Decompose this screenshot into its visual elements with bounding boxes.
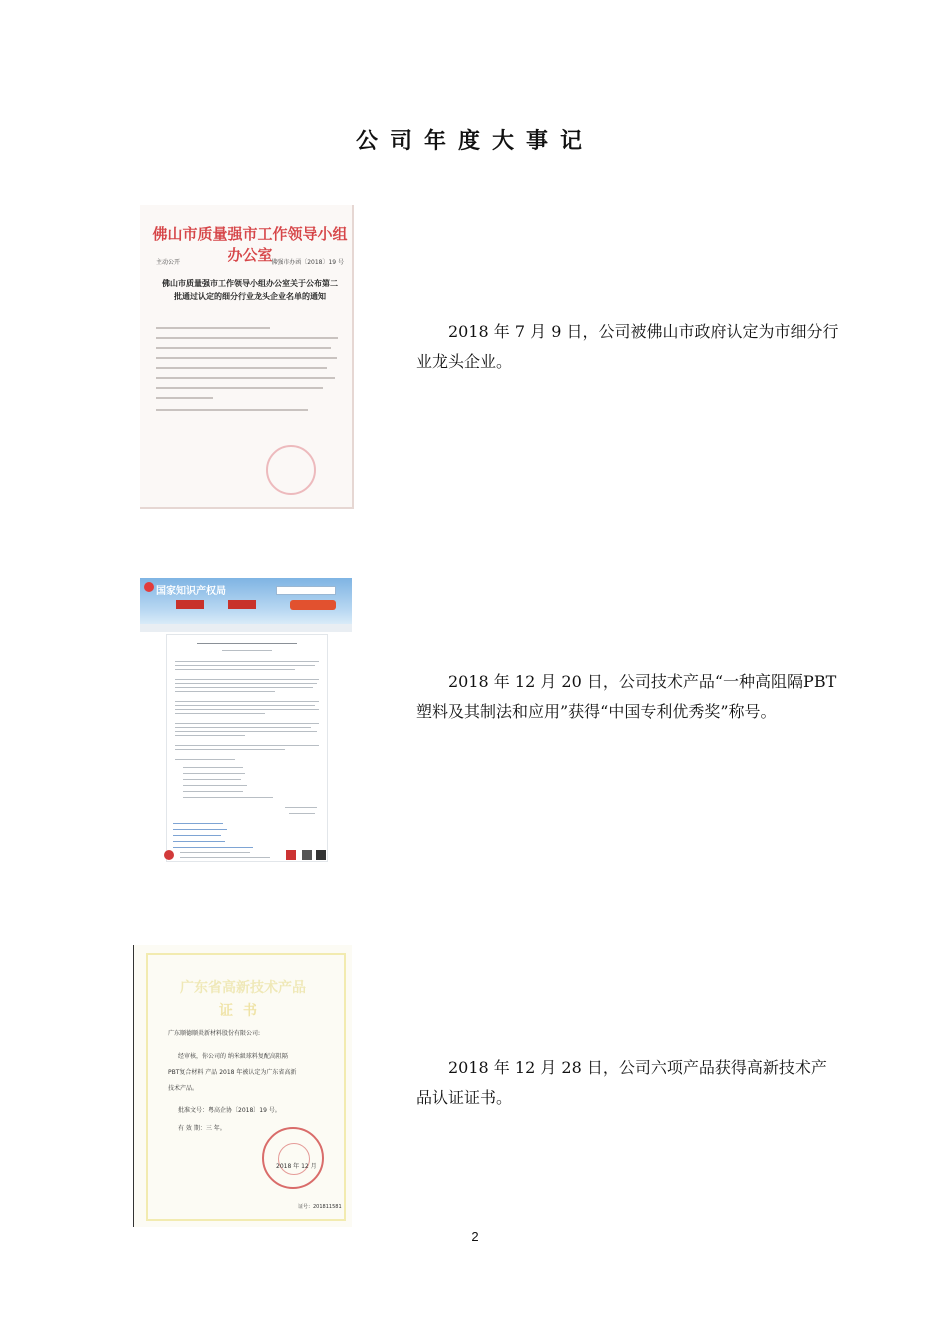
event-text-3: 2018 年 12 月 28 日，公司六项产品获得高新技术产品认证证书。 [416,1058,827,1107]
notice-title: 佛山市质量强市工作领导小组办公室关于公布第二批通过认定的细分行业龙头企业名单的通知 [162,278,338,301]
certificate-seal-icon [262,1127,324,1189]
patent-webpage-image [140,578,352,868]
page-title: 公司年度大事记 [355,129,594,154]
site-logo-icon [144,582,154,592]
certificate-company: 广东顺德顺炎新材料股份有限公司: [168,1030,261,1037]
certificate-image [133,945,352,1227]
certificate-serial: 证号：201811581 [298,1204,342,1210]
certificate-line-1: 经审核，你公司的 纳米級球料复配高阻隔 [178,1053,288,1060]
web-search-box [276,586,336,595]
certificate-line-3: 技术产品。 [168,1085,199,1092]
notice-body-lines [156,327,346,419]
certificate-date: 2018 年 12 月 [276,1163,317,1170]
notice-seal-icon [266,445,316,495]
notice-doc-number: 佛强市办函〔2018〕19 号 [271,259,344,266]
certificate-subheading: 证书 [219,1003,267,1019]
page-number: 2 [471,1229,479,1244]
web-nav-button [176,600,204,609]
web-nav-button [228,600,256,609]
event-text-2: 2018 年 12 月 20 日，公司技术产品“一种高阻隔PBT 塑料及其制法和应用”获得“中国专利优秀奖”称号。 [416,672,837,721]
web-article-body [166,634,328,862]
site-name: 国家知识产权局 [156,586,226,597]
notice-red-head: 佛山市质量强市工作领导小组办公室 [152,225,348,264]
certificate-validity: 有 效 期：三 年。 [178,1125,226,1132]
web-nav-bar [140,624,352,632]
web-service-pill [290,600,336,610]
event-text-1: 2018 年 7 月 9 日，公司被佛山市政府认定为市细分行业龙头企业。 [416,322,839,371]
certificate-line-2: PBT复合材料 产品 2018 年被认定为广东省高新 [168,1069,297,1076]
certificate-heading: 广东省高新技术产品 [180,980,306,996]
notice-document-image [140,205,354,509]
certificate-approval: 批准文号：粤高企协〔2018〕19 号。 [178,1107,281,1114]
notice-disclosure: 主动公开 [156,259,181,266]
web-footer [164,848,328,864]
